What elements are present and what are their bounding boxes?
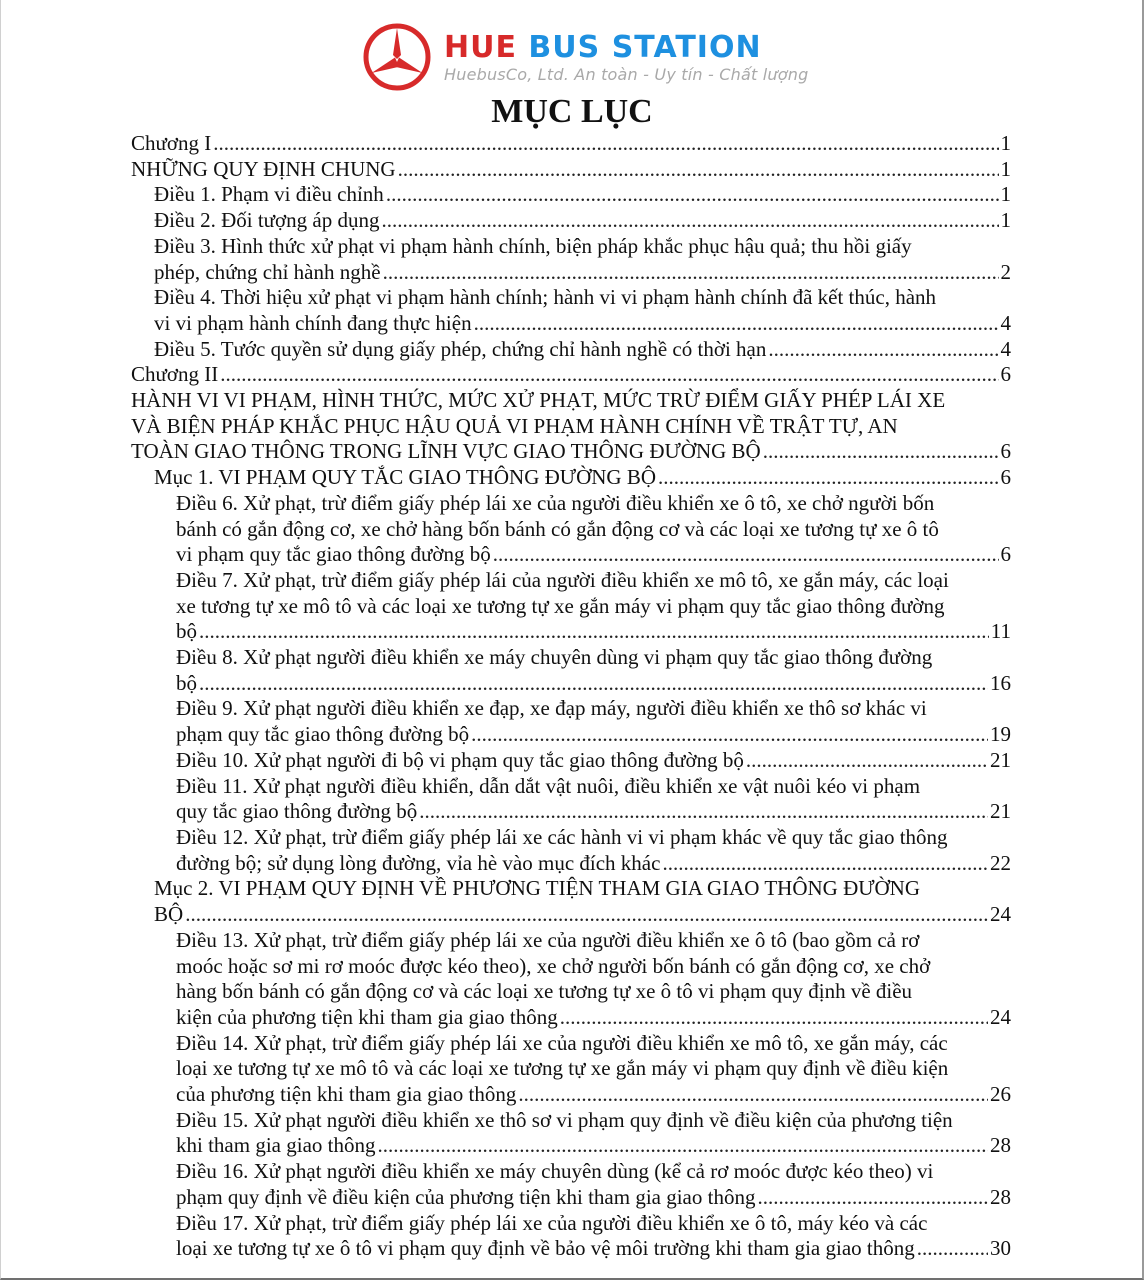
toc-entry-title: vi vi phạm hành chính đang thực hiện: [154, 310, 472, 335]
toc-entry[interactable]: [131, 131, 1011, 157]
toc-entry[interactable]: [131, 645, 1011, 696]
toc-entry[interactable]: [131, 388, 1011, 465]
toc-entry[interactable]: [131, 876, 1011, 927]
brand-name-blue: BUS STATION: [528, 29, 762, 65]
toc-entry-title: bộ: [176, 670, 197, 695]
toc-entry-title: kiện của phương tiện khi tham gia giao thông: [176, 1004, 558, 1029]
toc-entry[interactable]: [131, 234, 1011, 285]
toc-dot-leader: [662, 851, 988, 877]
toc-entry[interactable]: [131, 928, 1011, 1031]
toc-entry[interactable]: [131, 774, 1011, 825]
toc-dot-leader: [386, 182, 999, 208]
brand-name-red: HUE: [444, 29, 517, 65]
toc-entry-row: [131, 131, 1011, 157]
toc-entry[interactable]: [131, 825, 1011, 876]
toc-entry-title: bộ: [176, 619, 197, 644]
toc-entry-title: Điều 2. Đối tượng áp dụng: [154, 208, 380, 233]
header-logo: [362, 22, 808, 92]
brand-name: [444, 31, 808, 65]
toc-entry-row: [176, 799, 1011, 825]
toc-entry-title: TOÀN GIAO THÔNG TRONG LĨNH VỰC GIAO THÔNG ĐƯỜNG BỘ: [131, 439, 761, 464]
toc-entry-line: loại xe tương tự xe mô tô và các loại xe tương tự xe gắn máy vi phạm quy định về điều kiện: [176, 1056, 949, 1081]
toc-entry-row: [176, 1236, 1011, 1262]
toc-entry-title: NHỮNG QUY ĐỊNH CHUNG: [131, 156, 396, 181]
toc-entry-row: [176, 671, 1011, 697]
toc-entry[interactable]: [131, 1108, 1011, 1159]
toc-entry-row: [176, 1185, 1011, 1211]
toc-entry[interactable]: [131, 568, 1011, 645]
toc-entry-row: [176, 1005, 1011, 1031]
toc-page-number: 28: [990, 1133, 1011, 1158]
toc-entry-title: Chương II: [131, 362, 219, 387]
toc-entry[interactable]: [131, 696, 1011, 747]
toc-entry-row: [131, 157, 1011, 183]
toc-title: MỤC LỤC: [491, 93, 653, 130]
toc-page-number: 22: [990, 850, 1011, 875]
toc-dot-leader: [199, 671, 988, 697]
toc-entry-title: phạm quy tắc giao thông đường bộ: [176, 722, 470, 747]
toc-entry-title: phạm quy định về điều kiện của phương tiện khi tham gia giao thông: [176, 1184, 756, 1209]
toc-dot-leader: [377, 1133, 988, 1159]
toc-entry-line: Điều 12. Xử phạt, trừ điểm giấy phép lái xe các hành vi vi phạm khác về quy tắc giao thông: [176, 824, 948, 849]
toc-entry-line: Mục 2. VI PHẠM QUY ĐỊNH VỀ PHƯƠNG TIỆN THAM GIA GIAO THÔNG ĐƯỜNG: [154, 876, 921, 901]
toc-dot-leader: [474, 311, 999, 337]
toc-entry-title: đường bộ; sử dụng lòng đường, vỉa hè vào mục đích khác: [176, 850, 661, 875]
toc-dot-leader: [419, 799, 988, 825]
toc-page-number: 2: [1000, 259, 1011, 284]
toc-page-number: 1: [1000, 156, 1011, 181]
toc-entry-title: Chương I: [131, 131, 212, 155]
toc-entry-line: Điều 9. Xử phạt người điều khiển xe đạp, xe đạp máy, người điều khiển xe thô sơ khác vi: [176, 696, 927, 721]
toc-dot-leader: [383, 260, 999, 286]
toc-entry-line: HÀNH VI VI PHẠM, HÌNH THỨC, MỨC XỬ PHẠT, MỨC TRỪ ĐIỂM GIẤY PHÉP LÁI XE: [131, 388, 946, 413]
toc-entry-line: Điều 11. Xử phạt người điều khiển, dẫn dắt vật nuôi, điều khiển xe vật nuôi kéo vi phạm: [176, 773, 921, 798]
toc-entry[interactable]: [131, 1159, 1011, 1210]
toc-dot-leader: [746, 748, 988, 774]
toc-entry[interactable]: [131, 362, 1011, 388]
toc-entry-row: [176, 1133, 1011, 1159]
toc-entry-line: moóc hoặc sơ mi rơ moóc được kéo theo), xe chở người bốn bánh có gắn động cơ, xe chở: [176, 953, 931, 978]
toc-page-number: 19: [990, 722, 1011, 747]
toc-entry-row: [154, 465, 1011, 491]
toc-entry-title: của phương tiện khi tham gia giao thông: [176, 1082, 517, 1107]
toc-entry-row: [154, 337, 1011, 363]
toc-dot-leader: [917, 1236, 988, 1262]
toc-page-number: 6: [1000, 439, 1011, 464]
toc-page-number: 4: [1000, 310, 1011, 335]
toc-entry-row: [176, 1082, 1011, 1108]
toc-entry-title: Điều 10. Xử phạt người đi bộ vi phạm quy tắc giao thông đường bộ: [176, 747, 744, 772]
toc-entry-row: [176, 722, 1011, 748]
toc-dot-leader: [658, 465, 998, 491]
toc-entry-title: vi phạm quy tắc giao thông đường bộ: [176, 542, 491, 567]
toc-page-number: 1: [1000, 131, 1011, 155]
table-of-contents: [131, 131, 1011, 1262]
toc-dot-leader: [493, 542, 999, 568]
toc-entry-title: Điều 5. Tước quyền sử dụng giấy phép, chứng chỉ hành nghề có thời hạn: [154, 336, 767, 361]
toc-entry-row: [176, 851, 1011, 877]
toc-page-number: 21: [990, 799, 1011, 824]
toc-page-number: 1: [1000, 182, 1011, 207]
toc-page-number: 6: [1000, 542, 1011, 567]
toc-entry[interactable]: [131, 1211, 1011, 1262]
toc-entry-row: [176, 542, 1011, 568]
toc-page-number: 11: [990, 619, 1011, 644]
toc-page-number: 26: [990, 1082, 1011, 1107]
toc-entry-line: Điều 13. Xử phạt, trừ điểm giấy phép lái xe của người điều khiển xe ô tô (bao gồm cả rơ: [176, 927, 920, 952]
toc-entry[interactable]: [131, 748, 1011, 774]
toc-entry-line: Điều 7. Xử phạt, trừ điểm giấy phép lái của người điều khiển xe mô tô, xe gắn máy, các loại: [176, 567, 949, 592]
toc-entry-row: [154, 311, 1011, 337]
toc-dot-leader: [560, 1005, 988, 1031]
toc-dot-leader: [199, 619, 989, 645]
toc-entry[interactable]: [131, 285, 1011, 336]
toc-entry-row: [154, 902, 1011, 928]
toc-entry[interactable]: [131, 182, 1011, 208]
toc-entry-title: khi tham gia giao thông: [176, 1133, 376, 1158]
toc-entry-row: [154, 182, 1011, 208]
toc-entry[interactable]: [131, 1031, 1011, 1108]
toc-entry-line: Điều 3. Hình thức xử phạt vi phạm hành chính, biện pháp khắc phục hậu quả; thu hồi giấy: [154, 233, 912, 258]
toc-entry-line: Điều 14. Xử phạt, trừ điểm giấy phép lái xe của người điều khiển xe mô tô, xe gắn máy, các: [176, 1030, 948, 1055]
toc-entry-line: Điều 6. Xử phạt, trừ điểm giấy phép lái xe của người điều khiển xe ô tô, xe chở người bốn: [176, 490, 935, 515]
toc-dot-leader: [185, 902, 988, 928]
toc-page-number: 1: [1000, 208, 1011, 233]
toc-dot-leader: [768, 337, 998, 363]
toc-entry-title: quy tắc giao thông đường bộ: [176, 799, 418, 824]
toc-page-number: 30: [990, 1236, 1011, 1261]
toc-entry-row: [154, 208, 1011, 234]
toc-dot-leader: [763, 439, 999, 465]
toc-entry-line: Điều 8. Xử phạt người điều khiển xe máy chuyên dùng vi phạm quy tắc giao thông đường: [176, 645, 933, 670]
toc-page-number: 21: [990, 747, 1011, 772]
toc-entry-row: [131, 439, 1011, 465]
brand-tagline: HuebusCo, Ltd. An toàn - Uy tín - Chất lượng: [444, 64, 809, 84]
toc-dot-leader: [398, 157, 999, 183]
toc-entry-line: Điều 16. Xử phạt người điều khiển xe máy chuyên dùng (kể cả rơ moóc được kéo theo) vi: [176, 1159, 934, 1184]
toc-page-number: 24: [990, 1004, 1011, 1029]
toc-entry-row: [176, 748, 1011, 774]
toc-dot-leader: [220, 362, 998, 388]
toc-entry-title: BỘ: [154, 902, 184, 927]
toc-entry-title: Mục 1. VI PHẠM QUY TẮC GIAO THÔNG ĐƯỜNG BỘ: [154, 465, 657, 490]
toc-page-number: 6: [1000, 465, 1011, 490]
toc-entry-line: VÀ BIỆN PHÁP KHẮC PHỤC HẬU QUẢ VI PHẠM HÀNH CHÍNH VỀ TRẬT TỰ, AN: [131, 413, 898, 438]
toc-entry-line: bánh có gắn động cơ, xe chở hàng bốn bánh có gắn động cơ và các loại xe tương tự xe ô tô: [176, 516, 939, 541]
toc-page-number: 28: [990, 1184, 1011, 1209]
brand-block: [444, 31, 808, 84]
toc-dot-leader: [757, 1185, 988, 1211]
toc-dot-leader: [381, 208, 998, 234]
toc-entry-row: [131, 362, 1011, 388]
toc-entry[interactable]: [131, 337, 1011, 363]
toc-entry[interactable]: [131, 157, 1011, 183]
toc-dot-leader: [518, 1082, 988, 1108]
toc-dot-leader: [471, 722, 988, 748]
toc-entry-line: xe tương tự xe mô tô và các loại xe tương tự xe gắn máy vi phạm quy tắc giao thông đường: [176, 593, 945, 618]
toc-entry-line: hàng bốn bánh có gắn động cơ và các loại xe tương tự xe ô tô vi phạm quy định về điều: [176, 979, 913, 1004]
toc-entry-title: Điều 1. Phạm vi điều chỉnh: [154, 182, 384, 207]
toc-entry[interactable]: [131, 491, 1011, 568]
toc-entry-title: loại xe tương tự xe ô tô vi phạm quy định về bảo vệ môi trường khi tham gia giao thông: [176, 1236, 915, 1261]
toc-page-number: 24: [990, 902, 1011, 927]
toc-dot-leader: [213, 131, 998, 157]
toc-page-number: 16: [990, 670, 1011, 695]
toc-entry-row: [154, 260, 1011, 286]
toc-entry-row: [176, 619, 1011, 645]
toc-entry-line: Điều 17. Xử phạt, trừ điểm giấy phép lái xe của người điều khiển xe ô tô, máy kéo và các: [176, 1210, 928, 1235]
toc-page-number: 6: [1000, 362, 1011, 387]
toc-page-number: 4: [1000, 336, 1011, 361]
toc-entry-title: phép, chứng chỉ hành nghề: [154, 259, 381, 284]
toc-entry[interactable]: [131, 208, 1011, 234]
bus-station-logo-icon: [362, 22, 432, 92]
toc-entry-line: Điều 15. Xử phạt người điều khiển xe thô sơ vi phạm quy định về điều kiện của phương tiện: [176, 1107, 953, 1132]
toc-entry-line: Điều 4. Thời hiệu xử phạt vi phạm hành chính; hành vi vi phạm hành chính đã kết thúc, hành: [154, 285, 937, 310]
toc-entry[interactable]: [131, 465, 1011, 491]
